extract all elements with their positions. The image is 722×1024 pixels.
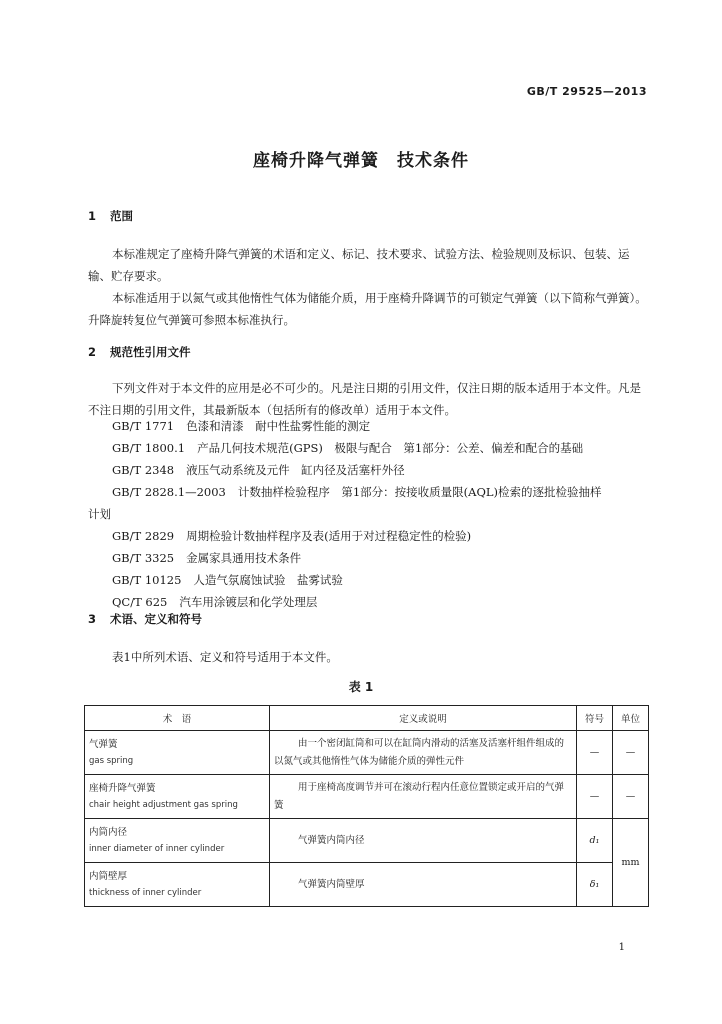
section-title: 规范性引用文件: [110, 345, 191, 359]
terms-intro: 表1中所列术语、定义和符号适用于本文件。: [112, 650, 338, 664]
symbol-cell: —: [577, 731, 613, 775]
unit-cell: —: [613, 731, 649, 775]
column-header-term: 术 语: [85, 706, 270, 731]
reference-item: [112, 481, 602, 503]
term-cell: [85, 731, 270, 775]
reference-title: 液压气动系统及元件 缸内径及活塞杆外径: [186, 463, 405, 477]
table-row: [85, 863, 649, 907]
scope-paragraph-2: 本标准适用于以氮气或其他惰性气体为储能介质，用于座椅升降调节的可锁定气弹簧（以下简称气弹簧）。升降旋转复位气弹簧可参照本标准执行。: [88, 291, 647, 327]
section-2-heading: [88, 344, 191, 360]
section-1-heading: [88, 208, 133, 224]
terms-table: [84, 705, 649, 907]
term-chinese: 座椅升降气弹簧: [89, 782, 156, 794]
section-number: 3: [88, 612, 97, 626]
column-header-symbol: 符号: [577, 706, 613, 731]
reference-item: [112, 591, 317, 613]
scope-paragraph-1: 本标准规定了座椅升降气弹簧的术语和定义、标记、技术要求、试验方法、检验规则及标识、包装、运输、贮存要求。: [88, 247, 630, 283]
column-header-unit: 单位: [613, 706, 649, 731]
column-header-definition: 定义或说明: [270, 706, 577, 731]
reference-code: GB/T 3325: [112, 551, 175, 565]
term-english: thickness of inner cylinder: [89, 887, 202, 898]
reference-item: [112, 415, 370, 437]
reference-title: 周期检验计数抽样程序及表(适用于对过程稳定性的检验): [186, 529, 472, 543]
unit-cell: mm: [613, 819, 649, 907]
reference-title: 计数抽样检验程序 第1部分：按接收质量限(AQL)检索的逐批检验抽样: [237, 485, 602, 499]
standard-id: GB/T 29525—2013: [526, 85, 647, 98]
reference-code: GB/T 2828.1—2003: [112, 485, 226, 499]
term-chinese: 气弹簧: [89, 738, 118, 750]
definition-cell: 由一个密闭缸筒和可以在缸筒内滑动的活塞及活塞杆组件组成的以氮气或其他惰性气体为储能介质的弹性元件: [270, 731, 577, 775]
term-cell: [85, 775, 270, 819]
page-number: 1: [618, 942, 625, 953]
reference-item: [112, 525, 471, 547]
reference-item: [112, 547, 301, 569]
term-english: inner diameter of inner cylinder: [89, 843, 225, 854]
reference-item: [112, 459, 405, 481]
reference-wrap-line: 计划: [88, 507, 111, 521]
reference-item: [112, 569, 343, 591]
unit-cell: —: [613, 775, 649, 819]
table-caption: 表 1: [348, 680, 374, 694]
reference-code: GB/T 2829: [112, 529, 175, 543]
section-number: 1: [88, 209, 97, 223]
term-cell: [85, 863, 270, 907]
table-row: [85, 819, 649, 863]
symbol-cell: d₁: [577, 819, 613, 863]
reference-code: GB/T 10125: [112, 573, 182, 587]
section-title: 术语、定义和符号: [110, 612, 202, 626]
section-3-heading: [88, 611, 202, 627]
definition-cell: 气弹簧内筒内径: [270, 819, 577, 863]
reference-title: 金属家具通用技术条件: [186, 551, 302, 565]
reference-title: 汽车用涂镀层和化学处理层: [179, 595, 318, 609]
table-header-row: [85, 706, 649, 731]
symbol-cell: δ₁: [577, 863, 613, 907]
definition-cell: 气弹簧内筒壁厚: [270, 863, 577, 907]
reference-code: QC/T 625: [112, 595, 168, 609]
reference-code: GB/T 2348: [112, 463, 175, 477]
section-title: 范围: [110, 209, 133, 223]
section-number: 2: [88, 345, 97, 359]
table-row: [85, 731, 649, 775]
reference-item: [112, 437, 583, 459]
reference-title: 人造气氛腐蚀试验 盐雾试验: [193, 573, 343, 587]
reference-title: 色漆和清漆 耐中性盐雾性能的测定: [186, 419, 371, 433]
term-chinese: 内筒内径: [89, 826, 128, 838]
term-english: gas spring: [89, 755, 134, 766]
reference-code: GB/T 1800.1: [112, 441, 186, 455]
definition-cell: 用于座椅高度调节并可在滚动行程内任意位置锁定或开启的气弹簧: [270, 775, 577, 819]
term-english: chair height adjustment gas spring: [89, 799, 238, 810]
reference-title: 产品几何技术规范(GPS) 极限与配合 第1部分：公差、偏差和配合的基础: [197, 441, 584, 455]
table-row: [85, 775, 649, 819]
document-title: 座椅升降气弹簧 技术条件: [253, 151, 469, 171]
reference-code: GB/T 1771: [112, 419, 175, 433]
term-cell: [85, 819, 270, 863]
normative-refs-intro: 下列文件对于本文件的应用是必不可少的。凡是注日期的引用文件，仅注日期的版本适用于本文件。凡是不注日期的引用文件，其最新版本（包括所有的修改单）适用于本文件。: [88, 381, 641, 417]
symbol-cell: —: [577, 775, 613, 819]
term-chinese: 内筒壁厚: [89, 870, 128, 882]
